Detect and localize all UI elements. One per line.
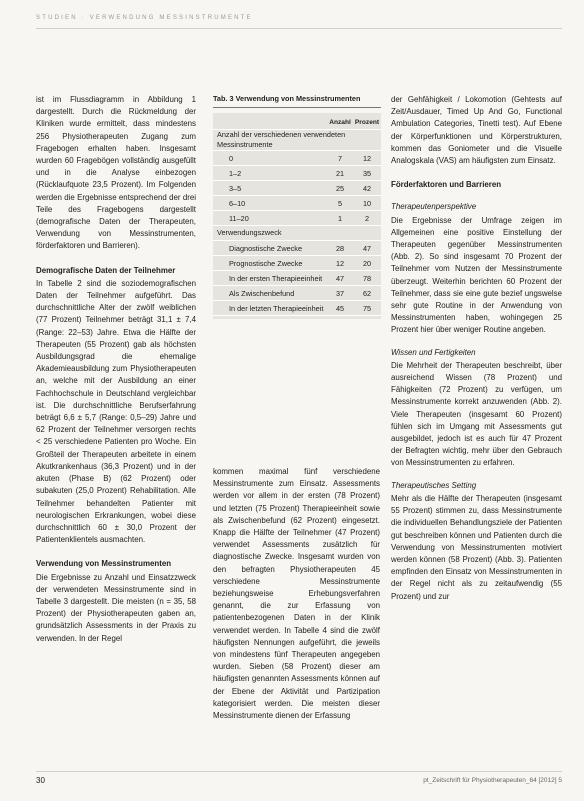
row-label: Diagnostische Zwecke — [229, 243, 303, 253]
table-row — [213, 211, 381, 226]
cell-anzahl: 45 — [335, 303, 345, 313]
cell-anzahl: 12 — [335, 258, 345, 268]
table-3 — [213, 94, 381, 319]
journal-footer: pt_Zeitschrift für Physiotherapeuten_64 [2012] 5 — [423, 777, 562, 784]
cell-anzahl: 21 — [335, 168, 345, 178]
cell-anzahl: 28 — [335, 243, 345, 253]
cell-prozent: 20 — [362, 258, 372, 268]
page-number: 30 — [36, 776, 45, 785]
paragraph: Die Mehrheit der Therapeuten beschreibt, über ausreichend Wissen (78 Prozent) und Fähigkeiten (72 Prozent) zu verfügen, um Messinstrumente korrekt anzuwenden (Abb. 2). Viele Therapeuten (insgesamt 60 Prozent) fühlen sich im Umgang mit Assessments gut ausgebildet, jedoch ist es auch für 47 Prozent der Befragten wichtig, mehr über den Gebrauch von Messinstrumenten zu erfahren. — [391, 360, 562, 468]
cell-prozent: 10 — [362, 198, 372, 208]
table-group-label: Verwendungszweck — [213, 226, 381, 241]
table-row — [213, 241, 381, 256]
table-row — [213, 196, 381, 211]
cell-prozent: 35 — [362, 168, 372, 178]
running-head: STUDIEN · VERWENDUNG MESSINSTRUMENTE — [36, 15, 253, 21]
cell-prozent: 2 — [364, 213, 370, 223]
paragraph: In Tabelle 2 sind die soziodemografischen Daten der Teilnehmer aufgeführt. Das durchschnittliche Alter der zwölf weiblichen (77 Prozent) Teilnehmer beträgt 31,1 ± 7,4 (Range: 22–53) Jahre. Etwa die Hälfte der Therapeuten (55 Prozent) gab als höchsten Ausbildungsgrad die ehemalige Akademieausbildung zum Physiotherapeuten an, welche mit der Ausbildung an einer Fachhochschule in Deutschland vergleichbar ist. Die durchschnittliche Berufserfahrung beträgt 6,6 ± 5,7 (Range: 0,5–29) Jahre und 62 Prozent der Teilnehmer versorgen rechts < 25 verschiedene Patienten pro Woche. Ein Großteil der Therapeuten arbeitete in einem Akutkrankenhaus (36,3 Prozent) und in der akuten (Phase B) (62 Prozent) oder subakuten (25,0 Prozent) Rehabilitation. Alle Teilnehmer behandelten Patienter mit neurologischen Erkrankungen, wobei diese durchschnittlich 60 ± 30,0 Prozent der Patientenklientels ausmachten. — [36, 278, 196, 545]
column-middle — [213, 466, 380, 722]
table-caption: Tab. 3 Verwendung von Messinstrumenten — [213, 94, 381, 108]
row-label: 6–10 — [229, 198, 246, 208]
row-label: 11–20 — [229, 213, 249, 223]
subsection-heading: Therapeutenperspektive — [391, 202, 477, 212]
col-header-prozent: Prozent — [354, 118, 380, 126]
cell-prozent: 12 — [362, 153, 372, 163]
paragraph: Die Ergebnisse der Umfrage zeigen im Allgemeinen eine positive Einstellung der Therapeuten gegenüber Messinstrumenten (Abb. 2). So sind insgesamt 70 Prozent der Teilnehmer vom Nutzen der Messinstrumente überzeugt. Weiterhin berichten 60 Prozent der Teilnehmer, dass sie eine gute bezief ungswelse sehr gute Routine in der Anwendung von Messinstrumenten haben, wohingegen 25 Prozent hier über weniger Routine angeben. — [391, 215, 562, 335]
cell-anzahl: 37 — [335, 288, 345, 298]
cell-anzahl: 25 — [335, 183, 345, 193]
cell-anzahl: 5 — [337, 198, 343, 208]
cell-anzahl: 47 — [335, 273, 345, 283]
table-row — [213, 286, 381, 301]
row-label: 3–5 — [229, 183, 242, 193]
cell-prozent: 47 — [362, 243, 372, 253]
table-group-label: Anzahl der verschiedenen verwendeten Messinstrumente — [213, 130, 381, 151]
table-row — [213, 256, 381, 271]
section-heading: Förderfaktoren und Barrieren — [391, 180, 502, 190]
subsection-heading: Wissen und Fertigkeiten — [391, 347, 476, 357]
row-label: 0 — [229, 153, 234, 163]
row-label: 1–2 — [229, 168, 242, 178]
paragraph: kommen maximal fünf verschiedene Messinstrumente zum Einsatz. Assessments werden vor allem in der ersten (78 Prozent) und letzten (75 Prozent) Therapieeinheit sowie als Zwischenbefund (62 Prozent) eingesetzt. Knapp die Hälfte der Teilnehmer (47 Prozent) verwendet Assessments zusätzlich für diagnostische Zwecke. Insgesamt wurden von den befragten Physiotherapeuten 45 verschiedene Messinstrumente beziehungsweise Erhebungsverfahren genannt, die zur Erfassung von patientenbezogenen Daten in der Klinik verwendet werden. In Tabelle 4 sind die zwölf häufigsten Nennungen aufgeführt, die jeweils von mindestens fünf Therapeuten angegeben wurden. Sieben (58 Prozent) dieser am häufigsten genannten Assessments können auf der Ebene der Aktivität und Partizipation kategorisiert werden. Die meisten dieser Messinstrumente dienen der Erfassung — [213, 467, 380, 721]
table-header-row — [213, 115, 381, 130]
section-heading: Demografische Daten der Teilnehmer — [36, 265, 176, 275]
table-row — [213, 166, 381, 181]
cell-anzahl: 1 — [337, 213, 343, 223]
paragraph: Die Ergebnisse zu Anzahl und Einsatzzweck der verwendeten Messinstrumente sind in Tabelle 3 dargestellt. Die meisten (n = 35, 58 Prozent) der Physiotherapeuten gaben an, grundsätzlich Assessments in der Praxis zu verwenden. In der Regel — [36, 572, 196, 643]
subsection-heading: Therapeutisches Setting — [391, 480, 477, 490]
cell-prozent: 42 — [362, 183, 372, 193]
paragraph: der Gehfähigkeit / Lokomotion (Gehtests auf Zeit/Ausdauer, Timed Up And Go, Functional Ambulation Categories, Tinetti test). Auf Ebene der Körperfunktionen und Körperstrukturen, kommen das Goniometer und die Visuelle Analogskala (VAS) am häufigsten zum Einsatz. — [391, 95, 562, 166]
table-row — [213, 151, 381, 166]
table-row — [213, 301, 381, 316]
row-label: Prognostische Zwecke — [229, 258, 303, 268]
table-row — [213, 181, 381, 196]
footer-rule — [36, 771, 562, 772]
table-row — [213, 271, 381, 286]
column-right — [391, 94, 562, 603]
paragraph: ist im Flussdiagramm in Abbildung 1 dargestellt. Durch die Rückmeldung der Kliniken wurde ermittelt, dass mindestens 256 Physiotherapeuten Zugang zum Fragebogen erhalten haben. Insgesamt wurden 60 Fragebögen vollständig ausgefüllt und in die Analyse einbezogen (Rücklaufquote 23,5 Prozent). Im Folgenden werden die Ergebnisse entsprechend der drei Teile des Fragebogens dargestellt (demografische Daten der Therapeuten, Verwendung von Messinstrumenten, förderfaktoren und Barrieren). — [36, 95, 196, 251]
header-rule — [36, 28, 562, 29]
column-left — [36, 94, 196, 645]
cell-prozent: 75 — [362, 303, 372, 313]
section-heading: Verwendung von Messinstrumenten — [36, 559, 172, 569]
row-label: Als Zwischenbefund — [229, 288, 295, 298]
cell-prozent: 62 — [362, 288, 372, 298]
cell-anzahl: 7 — [337, 153, 343, 163]
row-label: In der ersten Therapieeinheit — [229, 273, 323, 283]
table-body — [213, 113, 381, 319]
row-label: In der letzten Therapieeinheit — [229, 303, 324, 313]
col-header-anzahl: Anzahl — [329, 118, 351, 126]
cell-prozent: 78 — [362, 273, 372, 283]
paragraph: Mehr als die Hälfte der Therapeuten (insgesamt 55 Prozent) stimmen zu, dass Messinstrumente die individuellen Behandlungsziele der Patienten gut beschreiben können und Patienten durch die Verwendung von Messinstrumenten motiviert werden können (58 Prozent) (Abb. 3). Patienten empfinden den Einsatz von Messinstrumenten in der Regel nicht als zu zeitaufwendig (55 Prozent) und zur — [391, 493, 562, 601]
